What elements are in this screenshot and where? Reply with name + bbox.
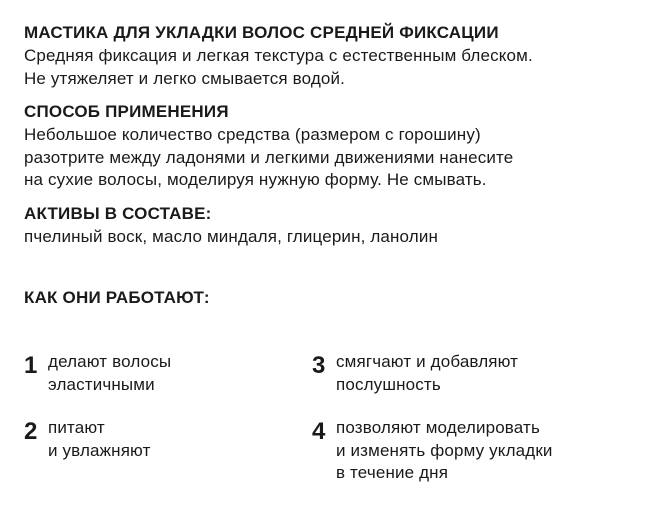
benefit-number: 3 [312, 352, 326, 379]
product-title: МАСТИКА ДЛЯ УКЛАДКИ ВОЛОС СРЕДНЕЙ ФИКСАЦИИ [24, 23, 499, 42]
benefit-text [48, 351, 171, 396]
benefit-number: 2 [24, 418, 38, 445]
benefit-line: делают волосы [48, 352, 172, 371]
method-line: разотрите между ладонями и легкими движениями нанесите [24, 147, 514, 167]
benefit-line: послушность [336, 374, 441, 394]
benefit-line: питают [48, 418, 105, 437]
benefit-number: 4 [312, 418, 326, 445]
benefit-line: эластичными [48, 374, 155, 394]
benefit-line: и увлажняют [48, 440, 151, 460]
benefit-line: в течение дня [336, 463, 449, 482]
product-info [24, 22, 654, 259]
method-line: Небольшое количество средства (размером с горошину) [24, 125, 481, 144]
benefit-line: смягчают и добавляют [336, 352, 519, 371]
method-line: на сухие волосы, моделируя нужную форму. Не смывать. [24, 170, 487, 189]
actives-section [24, 203, 654, 249]
method-section [24, 101, 654, 192]
benefit-text [336, 351, 518, 396]
benefit-line: и изменять форму укладки [336, 440, 553, 460]
actives-title: АКТИВЫ В СОСТАВЕ: [24, 203, 212, 223]
benefit-text [48, 417, 151, 462]
benefit-text [336, 417, 553, 485]
benefit-item [24, 417, 151, 462]
benefit-item [24, 351, 171, 396]
product-description [24, 45, 654, 90]
method-title: СПОСОБ ПРИМЕНЕНИЯ [24, 102, 229, 121]
benefit-number: 1 [24, 352, 38, 379]
description-line: Средняя фиксация и легкая текстура с естественным блеском. [24, 46, 533, 65]
how-it-works-title: КАК ОНИ РАБОТАЮТ: [24, 288, 210, 307]
method-text [24, 124, 654, 192]
actives-text: пчелиный воск, масло миндаля, глицерин, ланолин [24, 226, 439, 246]
benefit-item [312, 351, 518, 396]
description-section [24, 22, 654, 90]
description-line: Не утяжеляет и легко смывается водой. [24, 68, 346, 88]
benefit-item [312, 417, 553, 485]
benefit-line: позволяют моделировать [336, 418, 540, 437]
